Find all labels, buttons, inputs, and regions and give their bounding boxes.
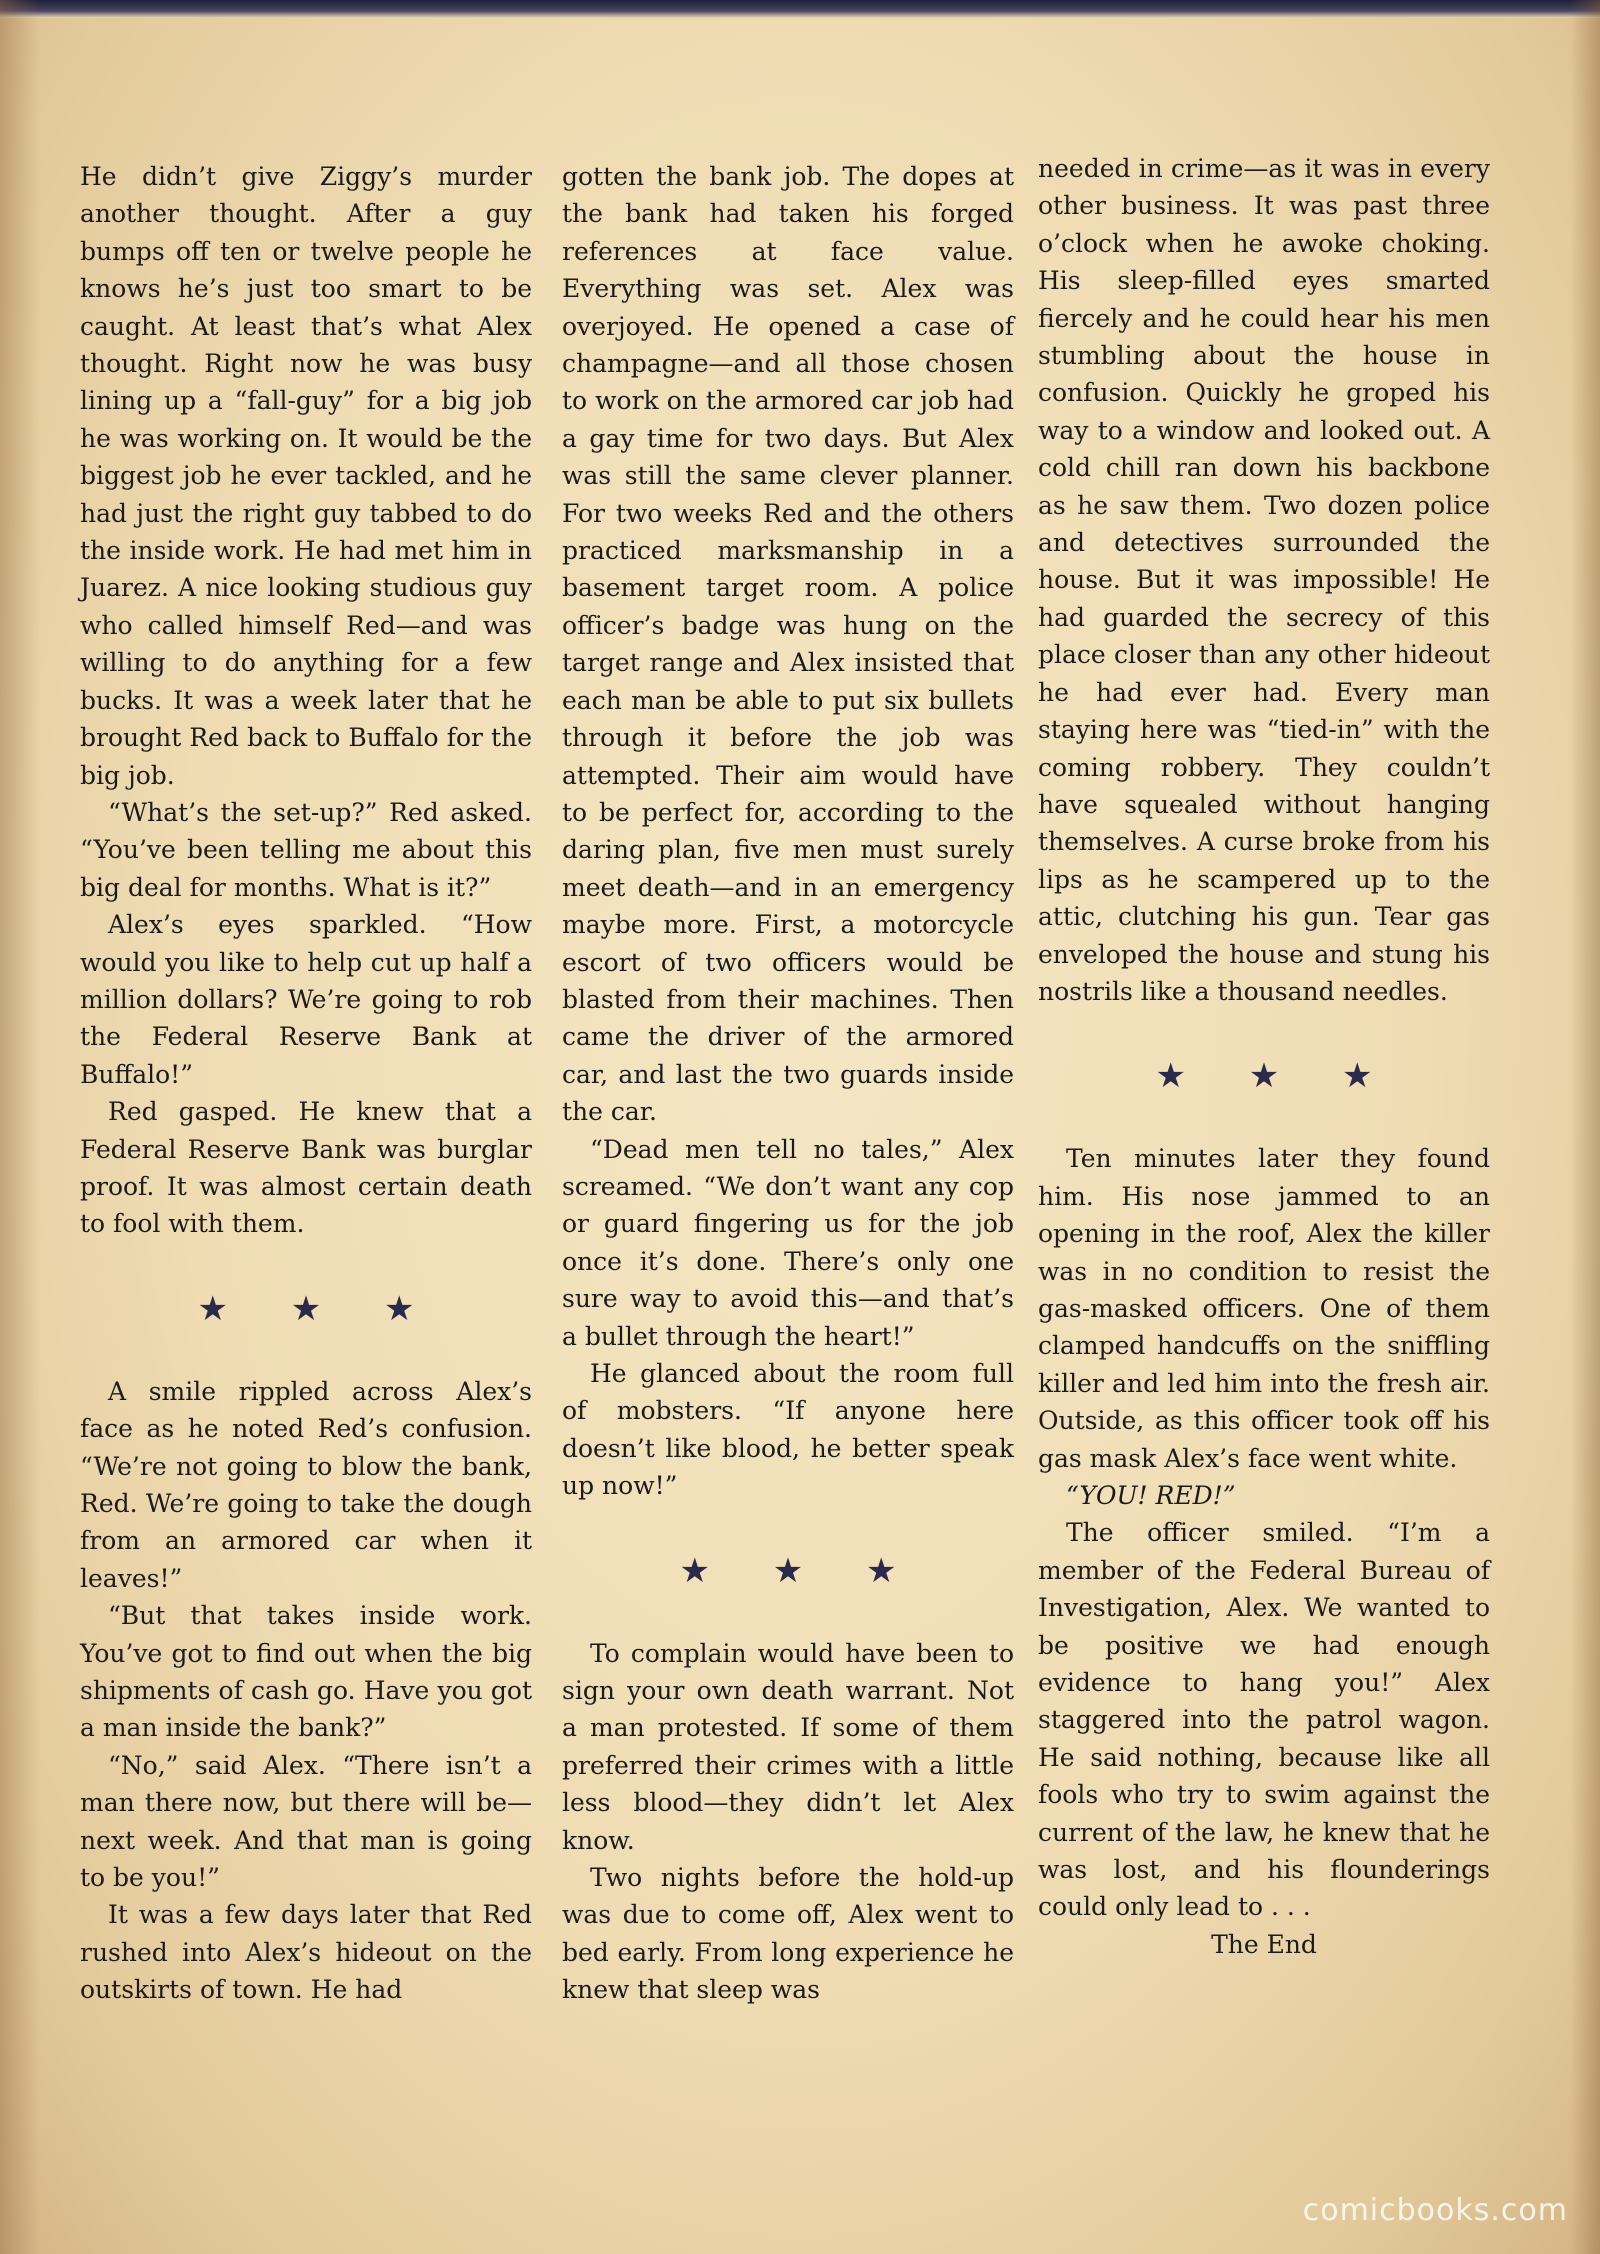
story-paragraph: The officer smiled. “I’m a member of the Federal Bureau of Investigation, Alex. We wanted to be positive we had enough evidence to hang you!” Alex staggered into the patrol wagon. He said nothing, because like all fools who try to swim against the current of the law, he knew that he was lost, and his flounderings could only lead to . . . <box>1038 1518 1490 1922</box>
story-paragraph: Two nights before the hold-up was due to come off, Alex went to bed early. From long experience he knew that sleep was <box>562 1863 1014 2005</box>
story-paragraph: He glanced about the room full of mobsters. “If anyone here doesn’t like blood, he better speak up now!” <box>562 1359 1014 1501</box>
story-paragraph: “Dead men tell no tales,” Alex screamed. “We don’t want any cop or guard fingering us for the job once it’s done. There’s only one sure way to avoid this—and that’s a bullet through the heart!” <box>562 1134 1014 1351</box>
story-paragraph: Red gasped. He knew that a Federal Reserve Bank was burglar proof. It was almost certain death to fool with them. <box>80 1097 532 1239</box>
page-edge-shade <box>1570 0 1600 2254</box>
section-break-stars: ★ ★ ★ <box>1155 1056 1399 1097</box>
story-paragraph: To complain would have been to sign your own death warrant. Not a man protested. If some of them preferred their crimes with a little less blood—they didn’t let Alex know. <box>562 1638 1014 1855</box>
text-column-2 <box>562 158 1014 2009</box>
story-paragraph: He didn’t give Ziggy’s murder another thought. After a guy bumps off ten or twelve people he knows he’s just too smart to be caught. At least that’s what Alex thought. Right now he was busy lining up a “fall-guy” for a big job he was working on. It would be the biggest job he ever tackled, and he had just the right guy tabbed to do the inside work. He had met him in Juarez. A nice looking studious guy who called himself Red—and was willing to do anything for a few bucks. It was a week later that he brought Red back to Buffalo for the big job. <box>80 162 532 790</box>
text-column-3 <box>1038 150 1490 1963</box>
story-paragraph: “What’s the set-up?” Red asked. “You’ve been telling me about this big deal for months. What is it?” <box>80 797 532 902</box>
story-paragraph: needed in crime—as it was in every other business. It was past three o’clock when he awoke choking. His sleep-filled eyes smarted fiercely and he could hear his men stumbling about the house in confusion. Quickly he groped his way to a window and looked out. A cold chill ran down his backbone as he saw them. Two dozen police and detectives surrounded the house. But it was impossible! He had guarded the secrecy of this place closer than any other hideout he had ever had. Every man staying here was “tied-in” with the coming robbery. They couldn’t have squealed without hanging themselves. A curse broke from his lips as he scampered up to the attic, clutching his gun. Tear gas enveloped the house and stung his nostrils like a thousand needles. <box>1038 154 1490 1006</box>
story-paragraph: Ten minutes later they found him. His nose jammed to an opening in the roof, Alex the killer was in no condition to resist the gas-masked officers. One of them clamped handcuffs on the sniffling killer and led him into the fresh air. Outside, as this officer took off his gas mask Alex’s face went white. <box>1038 1144 1490 1473</box>
story-paragraph: A smile rippled across Alex’s face as he noted Red’s confusion. “We’re not going to blow the bank, Red. We’re going to take the dough from an armored car when it leaves!” <box>80 1376 532 1593</box>
story-paragraph: “YOU! RED!” <box>1066 1481 1236 1510</box>
page-top-edge <box>0 0 1600 18</box>
section-break-stars: ★ ★ ★ <box>679 1550 923 1591</box>
text-column-1 <box>80 158 532 2009</box>
story-paragraph: gotten the bank job. The dopes at the bank had taken his forged references at face value. Everything was set. Alex was overjoyed. He opened a case of champagne—and all those chosen to work on the armored car job had a gay time for two days. But Alex was still the same clever planner. For two weeks Red and the others practiced marksmanship in a basement target room. A police officer’s badge was hung on the target range and Alex insisted that each man be able to put six bullets through it before the job was attempted. Their aim would have to be perfect for, according to the daring plan, five men must surely meet death—and in an emergency maybe more. First, a motorcycle escort of two officers would be blasted from their machines. Then came the driver of the armored car, and last the two guards inside the car. <box>562 162 1014 1127</box>
page-gutter-shade <box>0 0 40 2254</box>
story-end-label: The End <box>1211 1929 1317 1959</box>
story-paragraph: Alex’s eyes sparkled. “How would you like to help cut up half a million dollars? We’re going to rob the Federal Reserve Bank at Buffalo!” <box>80 910 532 1089</box>
section-break-stars: ★ ★ ★ <box>197 1288 441 1329</box>
story-paragraph: “But that takes inside work. You’ve got to find out when the big shipments of cash go. Have you got a man inside the bank?” <box>80 1601 532 1743</box>
story-paragraph: It was a few days later that Red rushed into Alex’s hideout on the outskirts of town. He had <box>80 1900 532 2005</box>
story-paragraph: “No,” said Alex. “There isn’t a man there now, but there will be—next week. And that man is going to be you!” <box>80 1750 532 1893</box>
site-watermark: comicbooks.com <box>1302 2193 1568 2228</box>
